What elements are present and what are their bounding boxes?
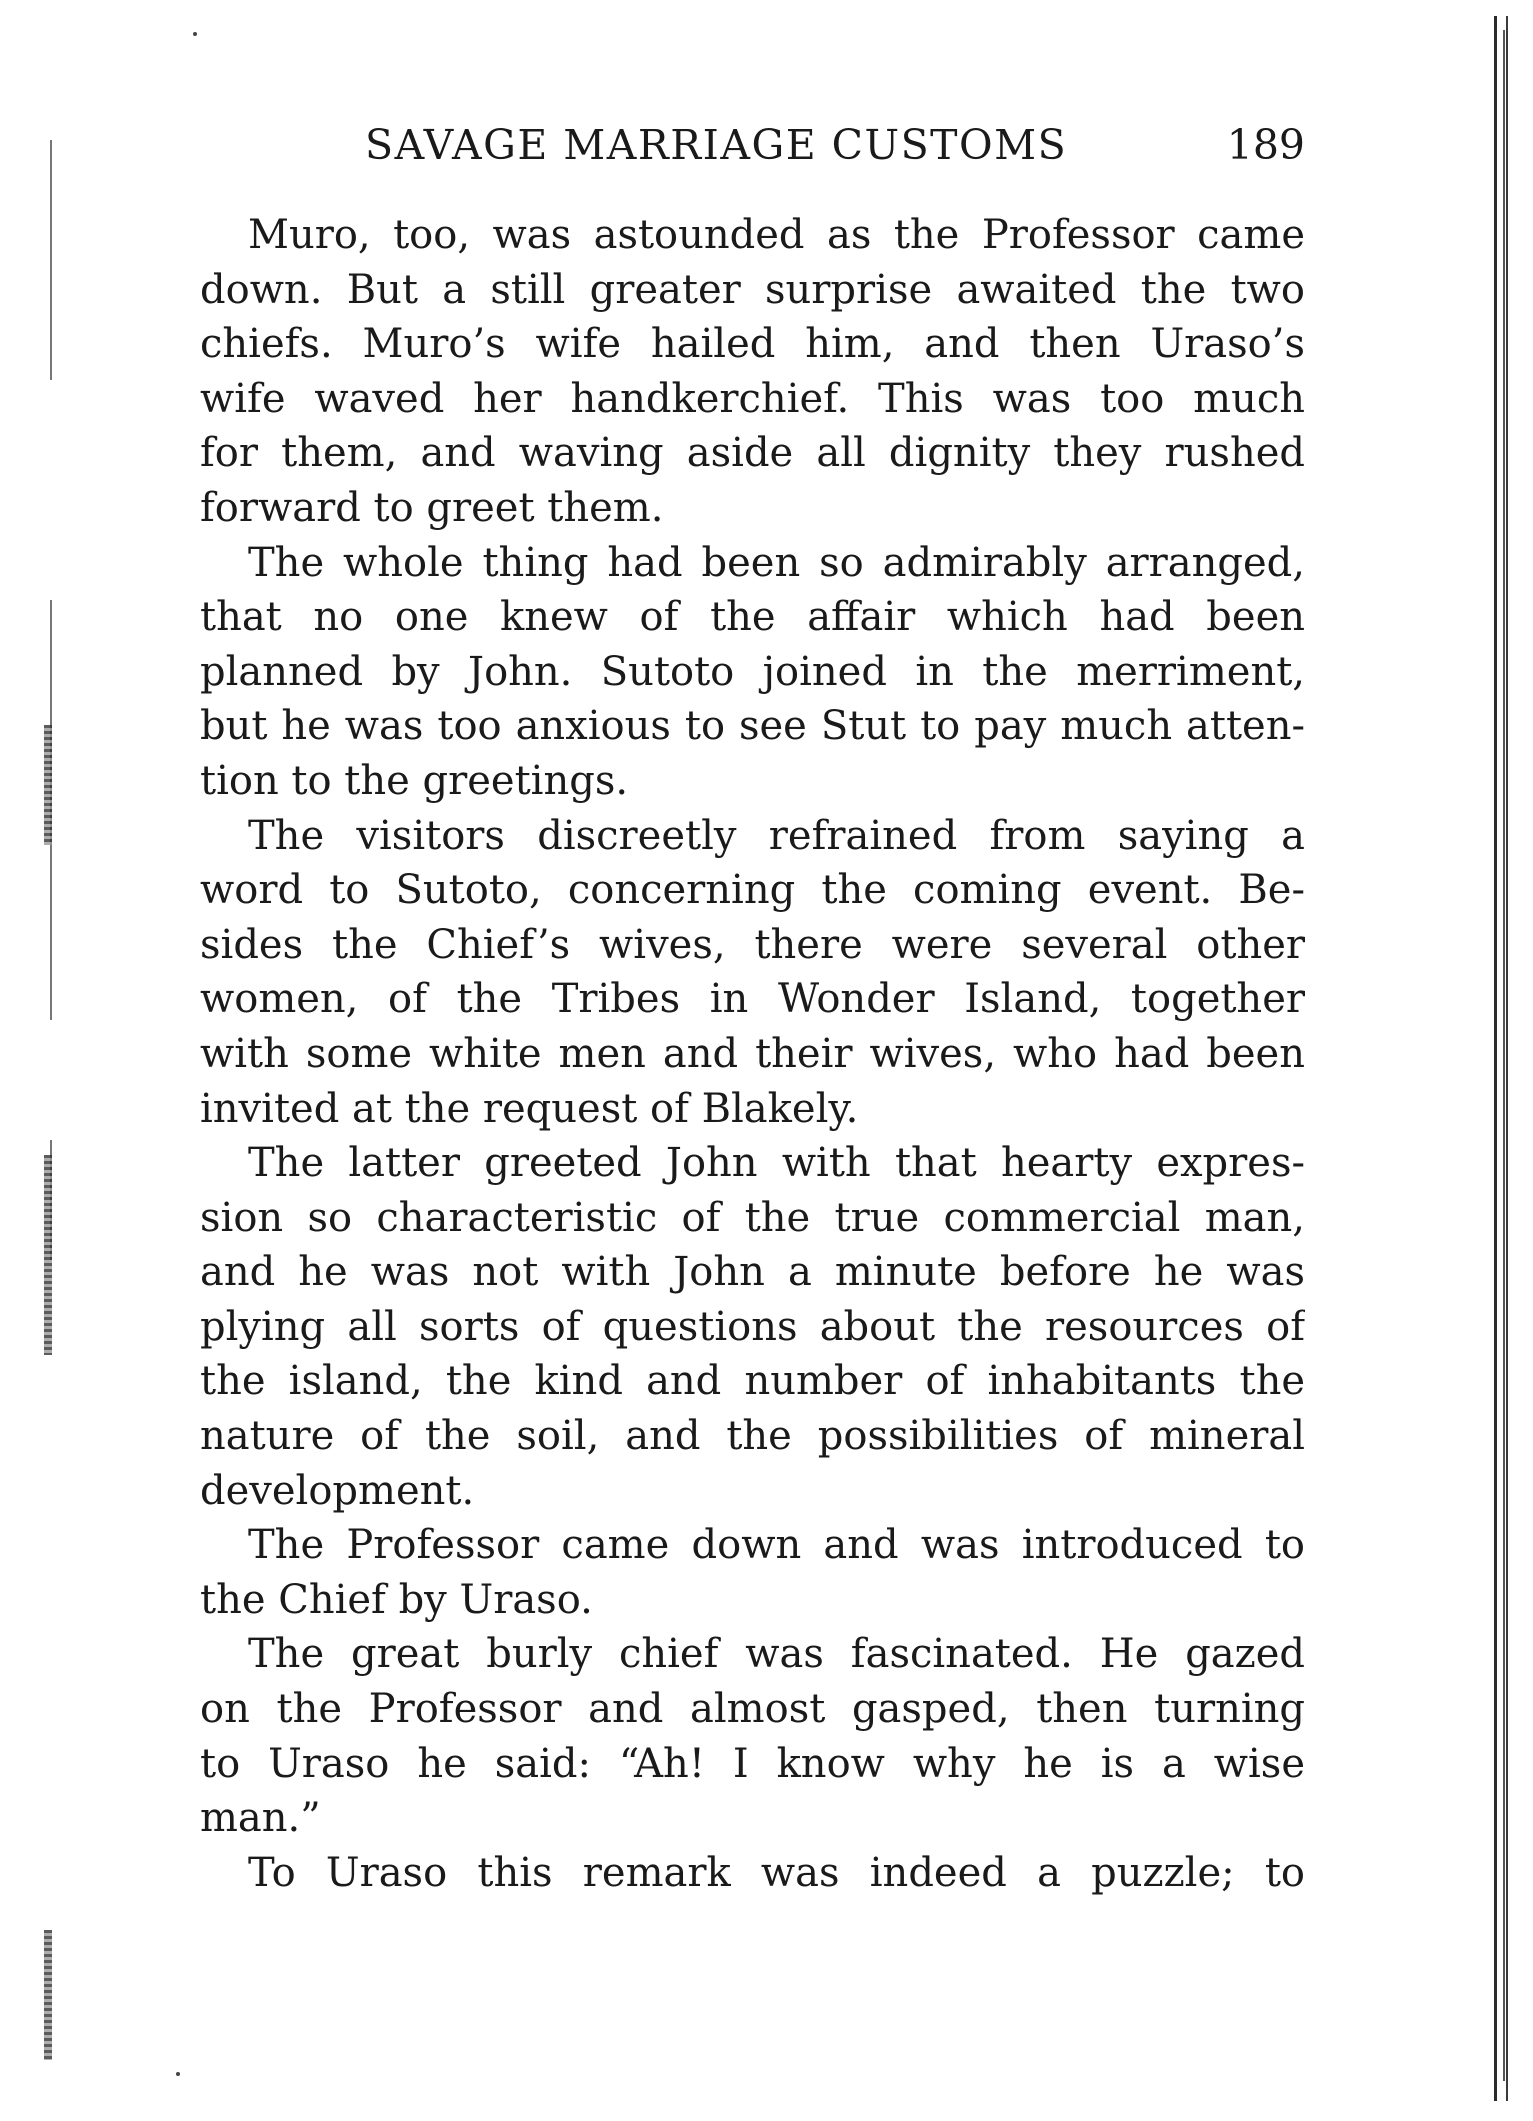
text-line — [200, 1627, 1305, 1682]
text-line-content: The Professor came down and was introduced to — [248, 1522, 1305, 1569]
text-line-content: that no one knew of the affair which had been — [200, 594, 1305, 641]
text-line-content: man.” — [200, 1795, 321, 1842]
text-line — [200, 263, 1305, 318]
text-line — [200, 1573, 1305, 1628]
text-line-content: The great burly chief was fascinated. He gazed — [248, 1631, 1305, 1678]
text-line-content: To Uraso this remark was indeed a puzzle; to — [248, 1849, 1305, 1896]
text-line — [200, 1737, 1305, 1792]
text-line-content: for them, and waving aside all dignity they rushed — [200, 430, 1305, 477]
text-line-content: The whole thing had been so admirably arranged, — [248, 539, 1305, 586]
scan-edge-left-mark — [44, 1930, 52, 2060]
text-line-content: plying all sorts of questions about the resources of — [200, 1303, 1305, 1350]
text-line — [200, 1027, 1305, 1082]
text-line — [200, 426, 1305, 481]
text-line-content: tion to the greetings. — [200, 757, 629, 804]
text-line — [200, 1409, 1305, 1464]
text-line-content: planned by John. Sutoto joined in the merriment, — [200, 648, 1305, 695]
text-line — [200, 1354, 1305, 1409]
text-line — [200, 1682, 1305, 1737]
text-line — [200, 1136, 1305, 1191]
scan-edge-left-line — [50, 140, 52, 380]
running-head — [195, 115, 1305, 175]
text-line-content: sion so characteristic of the true commercial man, — [200, 1194, 1305, 1241]
text-line — [200, 1245, 1305, 1300]
text-line — [200, 699, 1305, 754]
text-line — [200, 918, 1305, 973]
text-line — [200, 1846, 1305, 1901]
text-line-content: The latter greeted John with that hearty expres- — [248, 1140, 1305, 1187]
text-line-content: invited at the request of Blakely. — [200, 1085, 859, 1132]
text-line-content: but he was too anxious to see Stut to pay much atten- — [200, 703, 1305, 750]
text-line-content: wife waved her handkerchief. This was too much — [200, 375, 1305, 422]
text-line-content: Muro, too, was astounded as the Professor came — [248, 212, 1305, 258]
text-line-content: the Chief by Uraso. — [200, 1576, 593, 1623]
text-line — [200, 1082, 1305, 1137]
scan-edge-right-inner — [1503, 30, 1505, 2081]
text-line — [200, 1518, 1305, 1573]
text-line-content: with some white men and their wives, who had been — [200, 1030, 1305, 1077]
text-line-content: on the Professor and almost gasped, then turning — [200, 1686, 1305, 1733]
body-text — [200, 208, 1305, 1900]
text-line — [200, 1791, 1305, 1846]
text-line — [200, 1300, 1305, 1355]
text-line — [200, 1464, 1305, 1519]
text-line — [200, 645, 1305, 700]
scan-edge-left-mark — [44, 1155, 52, 1355]
text-line — [200, 972, 1305, 1027]
text-line-content: nature of the soil, and the possibilities of mineral — [200, 1413, 1305, 1460]
scan-speck — [193, 32, 197, 36]
scan-edge-right — [1494, 16, 1508, 2101]
text-line-content: the island, the kind and number of inhabitants the — [200, 1358, 1305, 1405]
text-line — [200, 536, 1305, 591]
text-line-content: chiefs. Muro’s wife hailed him, and then Uraso’s — [200, 321, 1305, 368]
text-line-content: The visitors discreetly refrained from saying a — [248, 812, 1305, 859]
text-line-content: word to Sutoto, concerning the coming event. Be- — [200, 867, 1305, 914]
text-line — [200, 809, 1305, 864]
page-number: 189 — [1226, 121, 1305, 169]
text-line — [200, 754, 1305, 809]
text-line-content: women, of the Tribes in Wonder Island, together — [200, 976, 1305, 1023]
text-line — [200, 208, 1305, 263]
running-title: SAVAGE MARRIAGE CUSTOMS — [365, 121, 1068, 169]
text-line-content: down. But a still greater surprise awaited the two — [200, 266, 1305, 313]
text-line — [200, 372, 1305, 427]
text-line-content: forward to greet them. — [200, 484, 664, 531]
scan-edge-left-mark — [44, 725, 52, 845]
text-line-content: development. — [200, 1467, 475, 1514]
text-line — [200, 1191, 1305, 1246]
text-line — [200, 317, 1305, 372]
scan-speck — [176, 2072, 180, 2076]
text-line — [200, 590, 1305, 645]
text-line — [200, 863, 1305, 918]
text-line-content: sides the Chief’s wives, there were several other — [200, 921, 1305, 968]
text-line-content: and he was not with John a minute before he was — [200, 1249, 1305, 1296]
text-line-content: to Uraso he said: “Ah! I know why he is a wise — [200, 1740, 1305, 1787]
text-line — [200, 481, 1305, 536]
